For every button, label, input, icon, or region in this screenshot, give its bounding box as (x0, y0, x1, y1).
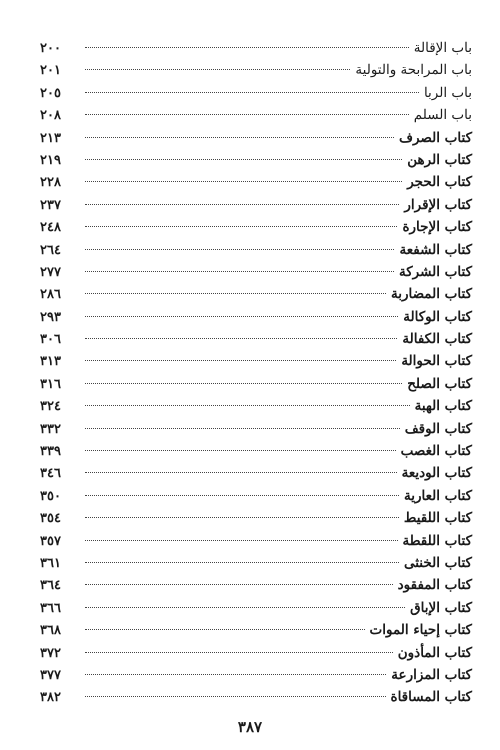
toc-entry-title: باب الربا (423, 84, 472, 101)
toc-entry-title: كتاب العارية (403, 487, 472, 504)
toc-entry (40, 104, 472, 126)
toc-entry-title: كتاب الإقرار (404, 196, 472, 213)
toc-entry-title: كتاب الإجارة (402, 219, 472, 236)
toc-entry (40, 239, 472, 261)
dot-leader (85, 495, 399, 496)
toc-entry (40, 597, 472, 619)
toc-entry-title: باب السلم (413, 107, 472, 124)
toc-entry (40, 194, 472, 216)
toc-entry-page-number: ٣٦٨ (40, 623, 61, 639)
dot-leader (85, 428, 400, 429)
dot-leader (85, 562, 399, 563)
toc-entry-page-number: ٣٥٤ (40, 511, 61, 527)
dot-leader (85, 517, 399, 518)
toc-entry (40, 642, 472, 664)
toc-entry-title: باب الإقالة (413, 40, 472, 56)
toc-entry-page-number: ٢٣٧ (40, 197, 61, 213)
toc-entry-title: كتاب المزارعة (391, 666, 472, 683)
toc-entry-page-number: ٢٠٥ (40, 85, 61, 101)
toc-entry-page-number: ٣٦٦ (40, 600, 61, 616)
dot-leader (85, 249, 394, 250)
toc-entry-title: كتاب الخنثى (403, 554, 472, 571)
toc-entry-page-number: ٢٦٤ (40, 242, 61, 258)
toc-entry-page-number: ٣٢٤ (40, 399, 61, 415)
toc-entry-page-number: ٣١٣ (40, 354, 61, 370)
toc-entry-title: كتاب الشركة (398, 263, 472, 280)
toc-entry-title: باب المرابحة والتولية (355, 62, 472, 79)
toc-entry (40, 171, 472, 193)
toc-entry-page-number: ٣٤٦ (40, 466, 61, 482)
toc-entry (40, 127, 472, 149)
toc-entry (40, 552, 472, 574)
dot-leader (85, 405, 410, 406)
toc-entry (40, 619, 472, 641)
toc-entry (40, 373, 472, 395)
toc-entry-title: كتاب إحياء الموات (369, 622, 472, 639)
toc-entry (40, 216, 472, 238)
toc-entry-page-number: ٣٨٢ (40, 690, 61, 706)
dot-leader (85, 226, 397, 227)
toc-entry-title: كتاب الوقف (404, 420, 472, 437)
toc-entry-page-number: ٣٣٢ (40, 421, 61, 437)
dot-leader (85, 47, 409, 48)
toc-entry (40, 507, 472, 529)
dot-leader (85, 674, 386, 675)
toc-entry (40, 574, 472, 596)
dot-leader (85, 652, 393, 653)
toc-entry-title: كتاب اللقطة (402, 532, 472, 549)
dot-leader (85, 338, 397, 339)
dot-leader (85, 540, 398, 541)
toc-entry-title: كتاب الحجر (407, 174, 472, 191)
toc-entry-title: كتاب الهبة (414, 398, 472, 415)
table-of-contents (40, 37, 472, 709)
toc-entry (40, 37, 472, 59)
dot-leader (85, 450, 396, 451)
dot-leader (85, 114, 409, 115)
toc-entry (40, 485, 472, 507)
dot-leader (85, 92, 419, 93)
dot-leader (85, 629, 365, 630)
toc-entry (40, 261, 472, 283)
toc-entry (40, 530, 472, 552)
toc-entry-page-number: ٣٠٦ (40, 332, 61, 348)
toc-entry-page-number: ٣٥٠ (40, 488, 61, 504)
dot-leader (85, 69, 350, 70)
dot-leader (85, 293, 386, 294)
toc-entry (40, 686, 472, 708)
toc-entry (40, 418, 472, 440)
toc-entry-title: كتاب الغصب (400, 443, 472, 460)
dot-leader (85, 472, 397, 473)
toc-entry (40, 350, 472, 372)
toc-entry-page-number: ٢٠١ (40, 63, 61, 79)
toc-entry-title: كتاب اللقيط (403, 510, 472, 527)
toc-entry (40, 283, 472, 305)
dot-leader (85, 137, 394, 138)
dot-leader (85, 383, 402, 384)
toc-entry-page-number: ٣١٦ (40, 376, 61, 392)
toc-entry-page-number: ٢١٩ (40, 152, 61, 168)
toc-entry (40, 328, 472, 350)
toc-entry-title: كتاب الشفعة (399, 241, 472, 258)
toc-entry-title: كتاب الكفالة (402, 331, 472, 348)
toc-entry-page-number: ٢٨٦ (40, 287, 61, 303)
dot-leader (85, 607, 405, 608)
toc-entry-page-number: ٣٧٧ (40, 667, 61, 683)
toc-entry-title: كتاب الوكالة (403, 308, 472, 325)
dot-leader (85, 696, 386, 697)
toc-entry (40, 149, 472, 171)
toc-entry-page-number: ٣٦٤ (40, 578, 61, 594)
toc-entry-page-number: ٢٤٨ (40, 220, 61, 236)
toc-entry-page-number: ٣٧٢ (40, 645, 61, 661)
toc-entry-page-number: ٢٠٠ (40, 41, 61, 56)
toc-entry-page-number: ٣٦١ (40, 555, 61, 571)
toc-entry (40, 664, 472, 686)
toc-entry-title: كتاب الصلح (407, 375, 472, 392)
toc-entry-title: كتاب الإباق (410, 599, 472, 616)
toc-entry-page-number: ٢٢٨ (40, 175, 61, 191)
page-number: ٣٨٧ (237, 718, 263, 736)
dot-leader (85, 584, 393, 585)
toc-entry (40, 462, 472, 484)
toc-entry (40, 440, 472, 462)
toc-entry (40, 395, 472, 417)
toc-entry-page-number: ٢٩٣ (40, 309, 61, 325)
dot-leader (85, 316, 398, 317)
toc-entry (40, 306, 472, 328)
toc-entry-page-number: ٢١٣ (40, 130, 61, 146)
toc-entry-title: كتاب الحوالة (401, 353, 472, 370)
toc-entry-page-number: ٢٠٨ (40, 108, 61, 124)
dot-leader (85, 159, 402, 160)
toc-entry-page-number: ٣٣٩ (40, 444, 61, 460)
dot-leader (85, 181, 402, 182)
toc-entry-title: كتاب المضاربة (390, 286, 472, 303)
dot-leader (85, 271, 394, 272)
toc-entry-title: كتاب المساقاة (390, 689, 472, 706)
toc-entry-title: كتاب الوديعة (401, 465, 472, 482)
toc-entry (40, 82, 472, 104)
toc-entry-title: كتاب المفقود (397, 577, 472, 594)
toc-entry-page-number: ٢٧٧ (40, 264, 61, 280)
dot-leader (85, 360, 396, 361)
toc-entry-title: كتاب المأذون (397, 644, 472, 661)
dot-leader (85, 204, 399, 205)
toc-entry (40, 59, 472, 81)
toc-entry-title: كتاب الصرف (398, 129, 472, 146)
toc-entry-page-number: ٣٥٧ (40, 533, 61, 549)
toc-entry-title: كتاب الرهن (407, 151, 472, 168)
